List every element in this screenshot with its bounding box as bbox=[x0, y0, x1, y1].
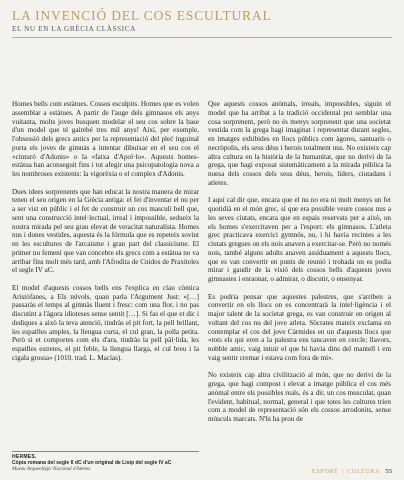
paragraph: I aquí cal dir que, encara que el nu no era ni molt menys un fet quotidià en el món grec, sí que era possible veure cossos nus a les seves ciutats, encara que en espais reservats per a això, on els homes s'exercitaven per a l'esport: els gimnasos. L'atleta grec practicava exercici gymnós, nu, i hi havia recintes a les ciutats gregues on els nois anaven a exercitar-se. Però no només nois, també alguns adults anaven assíduament a aquests llocs, que es van convertir en punts de reunió i trobada on es podia mirar i gaudir de la visió dels cossos bells d'aquests joves gimnastes i enraonar, o admirar, o discutir, o ensenyar. bbox=[208, 196, 391, 283]
paragraph: Es podria pensar que aquestes palestres, que s'arriben a convertir en els llocs on es concentrarà la intel·ligència i el major talent de la societat grega, es van construir en origen al voltant del cos nu del jove atleta. Sòcrates mateix exclama en contemplar el cos del jove Càrmides en un d'aquests llocs que «tots els qui eren a la palestra ens tancaven en cercle; llavors, nobble amic, vaig intuir el que hi havia dins del mantell i em vaig sentir cremar i estava com fora de mi». bbox=[208, 292, 391, 362]
paragraph: Dues idees sorprenents que han educat la nostra manera de mirar tenen el seu origen en la Grècia antiga: el fet d'inventar el nu per a ser vist en públic i el fet de construir un cos masculí bell que, sent una construcció intel·lectual, irreal i impossible, sedueix la nostra mirada pel seu grau elevat de veracitat naturalista. Homes nus i dones vestides, aquesta és la fórmula que es repeteix sovint en les escultures de l'arcaisme i gran part del classicisme. El primer nu femení que van concebre els grecs com a estàtua no va arribar fins molt més tard, amb l'Afrodita de Cnidos de Praxiteles el segle IV aC. bbox=[12, 187, 199, 275]
left-column bbox=[12, 100, 199, 363]
caption-museum: Museu Arqueològic Nacional d'Atenes bbox=[12, 466, 91, 473]
right-column bbox=[208, 100, 391, 424]
header-rule bbox=[12, 37, 392, 38]
caption-rule bbox=[12, 451, 199, 452]
image-caption bbox=[12, 454, 202, 473]
page-header bbox=[12, 8, 392, 34]
footer-section: ESPORT bbox=[311, 469, 339, 475]
footer-publication: CULTURA bbox=[347, 469, 381, 475]
caption-description: Còpia romana del segle II dC d'un original de Lisip del segle IV aC bbox=[12, 460, 172, 467]
caption-title: HERMES. bbox=[12, 454, 37, 460]
page-subtitle: EL NU EN LA GRÈCIA CLÀSSICA bbox=[12, 25, 136, 33]
paragraph: No existeix cap altra civilització al món, que no derivi de la grega, que hagi compost i elevat a imatge pública el cos més anòmal entre els possibles reals, és a dir, un cos musculat, quan l'evident, habitual, normal, general i que totes les cultures trien com a model de representació són els cossos arrodonits, sense músculs marcats. N'hi ha prou de bbox=[208, 371, 391, 423]
page-footer bbox=[312, 468, 392, 475]
footer-separator: | bbox=[341, 469, 344, 475]
paragraph: El model d'aquests cossos bells ens l'explica en clau còmica Aristòfanes, a Els núvols, quan parla l'Argument Just: «[…] passaràs el temps al gimnàs lluent i fresc: com una flor, i no pas discutint a l'àgora idioteses sense sentit […]. Si fas el que et dic i dediques a això la teva atenció, tindràs el pit fort, la pell brillant, les espatlles amples, la llengua curta, el cul gran, la polla petita. Però si et comportes com els d'ara, tindràs la pell pàl·lida, les espatlles estretes, el pit feble, la llengua llarga, el cul breu i la cigala grossa» (1010, trad. L. Macías). bbox=[12, 283, 199, 362]
page-title: LA INVENCIÓ DEL COS ESCULTURAL bbox=[12, 8, 272, 23]
page-number: 55 bbox=[385, 468, 392, 475]
paragraph: Que aquests cossos anòmals, irreals, impossibles, siguin el model que ha arribat a la tradició occidental pot semblar una cosa sorprenent, però no és menys sorprenent que una societat vestida com la grega hagi imaginat i representat durant segles, en imatges exhibides en llocs públics com àgores, santuaris o necròpolis, els seus déus i herois totalment nus. No existeix cap altra cultura en la història de la humanitat, que no derivi de la grega, que hagi exposat sistemàticament a la mirada pública la nuesa dels cossos dels seus déus, herois, líders, ciutadans i atletes. bbox=[208, 100, 391, 187]
paragraph: Homes bells com estàtues. Cossos esculpits. Homes que es volen assemblar a estàtues. A partir de l'auge dels gimnasos els anys vuitanta, molts joves busquen modelar el seu cos sobre la base d'un model que té gairebé tres mil anys! Així, per exemple, l'obsessió dels grecs antics per la representació del pleć inguinal porta els joves de gimnàs a intentar dibuixar en el seu cos el «cinturó d'Adonis» o la «faixa d'Apol·lo». Aquests homes-estàtua han aconseguit fins i tot afegir una psicopatologia nova a les nombroses existents: la vigorèxia o el complex d'Adonis. bbox=[12, 100, 199, 178]
